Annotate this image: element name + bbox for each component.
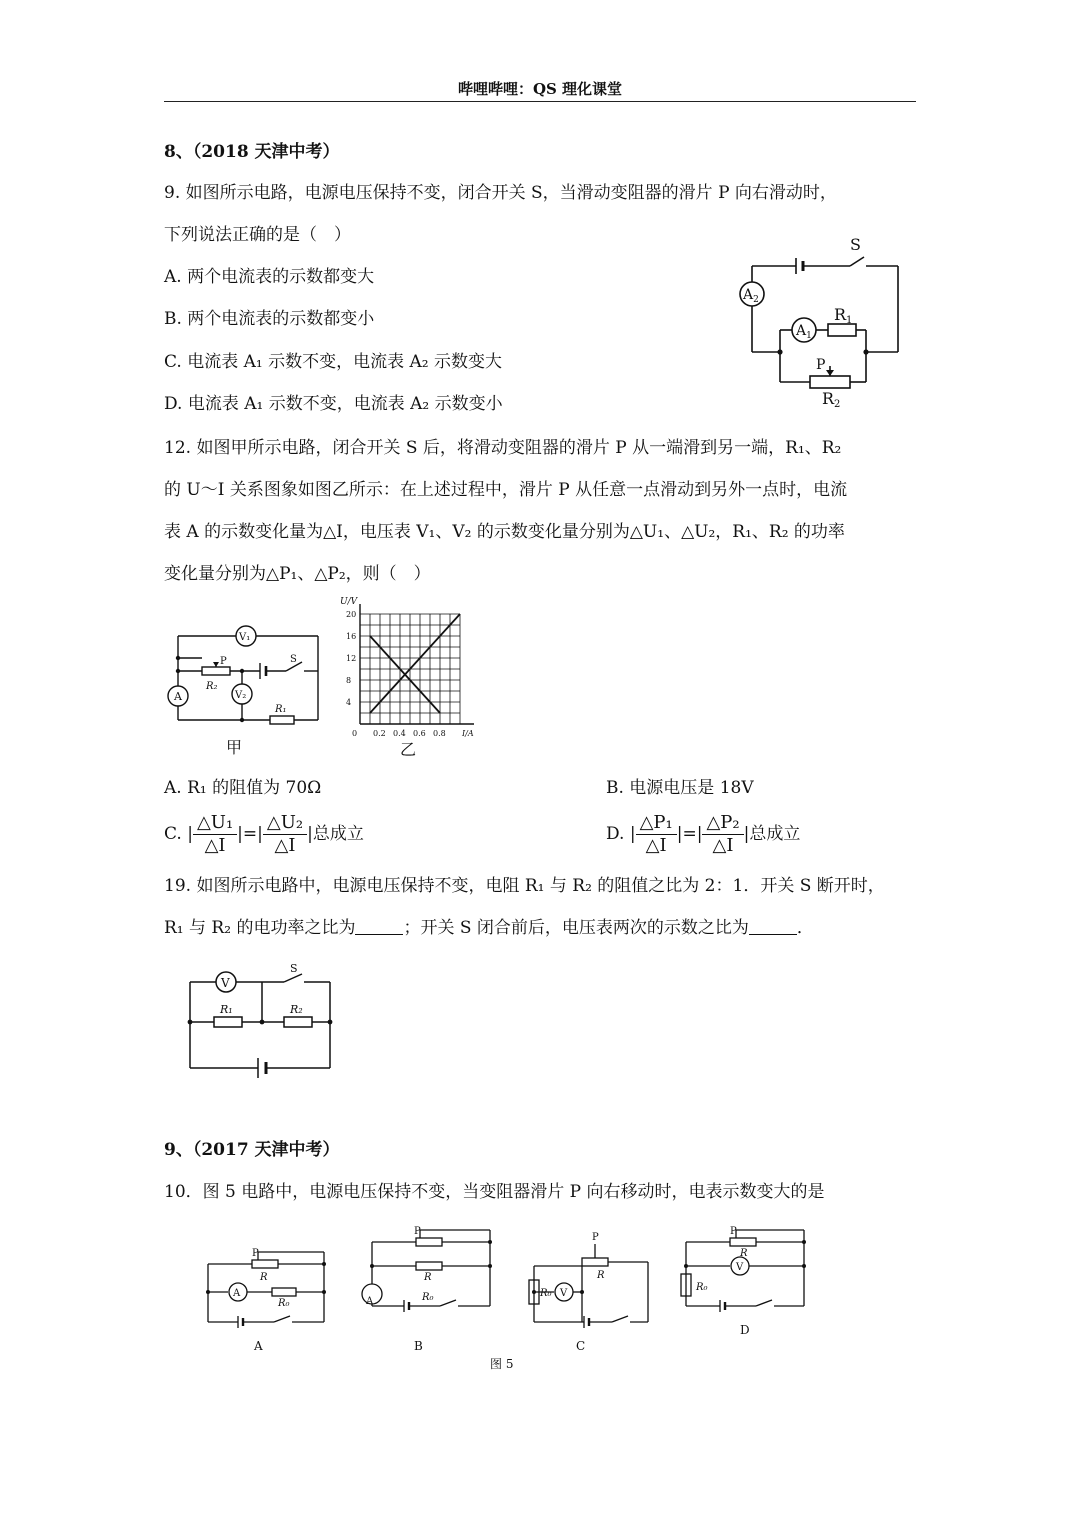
q12-figure-jia-caption: 甲 xyxy=(226,738,243,757)
q10-a-p-label: P xyxy=(252,1248,259,1259)
q19-stem-line2: R₁ 与 R₂ 的电功率之比为 ；开关 S 闭合前后，电压表两次的示数之比为 ． xyxy=(164,918,814,938)
section-title-2018: 8、（2018 天津中考） xyxy=(164,142,340,162)
q12-p-label: P xyxy=(220,656,227,667)
q12-figure-yi-caption: 乙 xyxy=(400,740,417,759)
q9-stem-line1: 9. 如图所示电路，电源电压保持不变，闭合开关 S，当滑动变阻器的滑片 P 向右滑动时， xyxy=(164,183,837,203)
q10-circuit-a-label: A xyxy=(254,1339,263,1353)
header-divider xyxy=(164,101,916,102)
q19-blank-1[interactable] xyxy=(355,916,403,935)
q19-stem-line1: 19. 如图所示电路中，电源电压保持不变，电阻 R₁ 与 R₂ 的阻值之比为 2：1．开关 S 断开时， xyxy=(164,876,885,896)
q12-option-c-suffix: |总成立 xyxy=(307,824,364,844)
q19-circuit-diagram xyxy=(180,962,340,1080)
q12-stem-line2: 的 U～I 关系图象如图乙所示：在上述过程中，滑片 P 从任意一点滑动到另外一点时，电流 xyxy=(164,480,848,500)
q9-slider-p-label: P xyxy=(816,357,826,373)
q12-s-label: S xyxy=(290,654,297,665)
q12-option-d-fraction1: $\frac{\text{△P₁}}{\triangle I}$ xyxy=(636,812,677,857)
q10-c-p-label: P xyxy=(592,1232,599,1243)
origin-label: 0 xyxy=(352,729,358,738)
q9-ammeter-a2-label: $A_2$ xyxy=(743,287,759,305)
q10-b-r0-label: R₀ xyxy=(422,1292,434,1303)
q12-ui-graph xyxy=(330,598,480,763)
q10-circuit-c-label: C xyxy=(576,1339,586,1353)
q12-option-d-prefix: D. | xyxy=(606,824,636,844)
q9-r1-label: R1 xyxy=(834,305,853,326)
q12-option-d-equals: |=| xyxy=(676,824,703,844)
q10-figure-caption: 图 5 xyxy=(490,1357,514,1371)
y-axis-label: U/V xyxy=(340,597,358,607)
q9-option-c: C. 电流表 A₁ 示数不变，电流表 A₂ 示数变大 xyxy=(164,352,503,372)
y-tick-label: 12 xyxy=(346,654,357,663)
q19-blank-2[interactable] xyxy=(749,916,797,935)
q12-option-c-fraction1: $\frac{\text{△U₁}}{\triangle I}$ xyxy=(193,812,237,857)
q10-circuit-b-label: B xyxy=(414,1339,423,1353)
x-axis-label: I/A xyxy=(462,729,474,738)
page-header-title: 哔哩哔哩：QS 理化课堂 xyxy=(457,80,623,98)
q10-c-r-label: R xyxy=(597,1270,605,1281)
q19-voltmeter-label: V xyxy=(221,976,230,990)
q10-b-r-label: R xyxy=(424,1272,432,1283)
y-tick-label: 16 xyxy=(346,632,357,641)
q10-c-voltmeter-label: V xyxy=(560,1288,568,1299)
q12-option-c-equals: |=| xyxy=(237,824,263,844)
q9-option-b: B. 两个电流表的示数都变小 xyxy=(164,309,375,329)
q9-stem-line2: 下列说法正确的是（ ） xyxy=(164,225,351,245)
q19-switch-label: S xyxy=(290,962,298,975)
x-tick-label: 0.2 xyxy=(373,729,386,738)
q12-stem-line4: 变化量分别为△P₁、△P₂，则（ ） xyxy=(164,564,431,584)
x-tick-label: 0.8 xyxy=(433,729,446,738)
y-tick-label: 8 xyxy=(346,676,352,685)
q10-stem-line1: 10．图 5 电路中，电源电压保持不变，当变阻器滑片 P 向右移动时，电表示数变大的是 xyxy=(164,1182,825,1202)
q12-option-d-fraction2: $\frac{\text{△P₂}}{\triangle I}$ xyxy=(702,812,743,857)
q10-a-ammeter-label: A xyxy=(233,1288,241,1299)
q9-r2-label: R2 xyxy=(822,389,841,410)
q12-option-c-prefix: C. | xyxy=(164,824,193,844)
q9-option-a: A. 两个电流表的示数都变大 xyxy=(164,267,375,287)
q9-switch-label: S xyxy=(850,235,861,254)
q12-stem-line3: 表 A 的示数变化量为△I，电压表 V₁、V₂ 的示数变化量分别为△U₁、△U₂，R₁、R₂ 的功率 xyxy=(164,522,845,542)
q12-option-a: A. R₁ 的阻值为 70Ω xyxy=(164,778,322,798)
section-title-2017: 9、（2017 天津中考） xyxy=(164,1140,340,1160)
q10-d-r0-label: R₀ xyxy=(696,1282,708,1293)
q10-b-ammeter-label: A xyxy=(366,1296,374,1307)
q9-circuit-diagram xyxy=(730,230,910,415)
q12-option-c-fraction2: $\frac{\text{△U₂}}{\triangle I}$ xyxy=(263,812,307,857)
q10-c-r0-label: R₀ xyxy=(540,1288,552,1299)
q10-d-r-label: R xyxy=(740,1248,748,1259)
q10-figure-5 xyxy=(200,1222,820,1382)
q12-v2-label: V₂ xyxy=(235,690,247,701)
q19-r2-label: R₂ xyxy=(290,1003,303,1016)
x-tick-label: 0.4 xyxy=(393,729,406,738)
q12-option-d xyxy=(606,810,800,858)
q10-a-r-label: R xyxy=(260,1272,268,1283)
q12-v1-label: V₁ xyxy=(239,632,251,643)
x-tick-label: 0.6 xyxy=(413,729,426,738)
q10-circuit-d-label: D xyxy=(740,1323,750,1337)
q12-option-b: B. 电源电压是 18V xyxy=(606,778,754,798)
q12-r2-label: R₂ xyxy=(206,681,218,692)
q10-d-voltmeter-label: V xyxy=(736,1262,744,1273)
q19-r1-label: R₁ xyxy=(220,1003,233,1016)
q10-d-p-label: P xyxy=(730,1226,737,1237)
y-tick-label: 20 xyxy=(346,610,357,619)
q12-ammeter-label: A xyxy=(174,690,182,703)
q12-stem-line1: 12. 如图甲所示电路，闭合开关 S 后，将滑动变阻器的滑片 P 从一端滑到另一端，R₁、R₂ xyxy=(164,438,842,458)
q9-option-d: D. 电流表 A₁ 示数不变，电流表 A₂ 示数变小 xyxy=(164,394,503,414)
q10-b-p-label: P xyxy=(414,1226,421,1237)
q12-option-c xyxy=(164,810,364,858)
q12-r1-label: R₁ xyxy=(275,704,287,715)
q9-ammeter-a1-label: $A_1$ xyxy=(796,323,812,341)
q10-a-r0-label: R₀ xyxy=(278,1298,290,1309)
q12-option-d-suffix: |总成立 xyxy=(743,824,801,844)
y-tick-label: 4 xyxy=(346,698,352,707)
q12-circuit-jia xyxy=(160,618,330,763)
series-line-rising xyxy=(370,614,460,713)
